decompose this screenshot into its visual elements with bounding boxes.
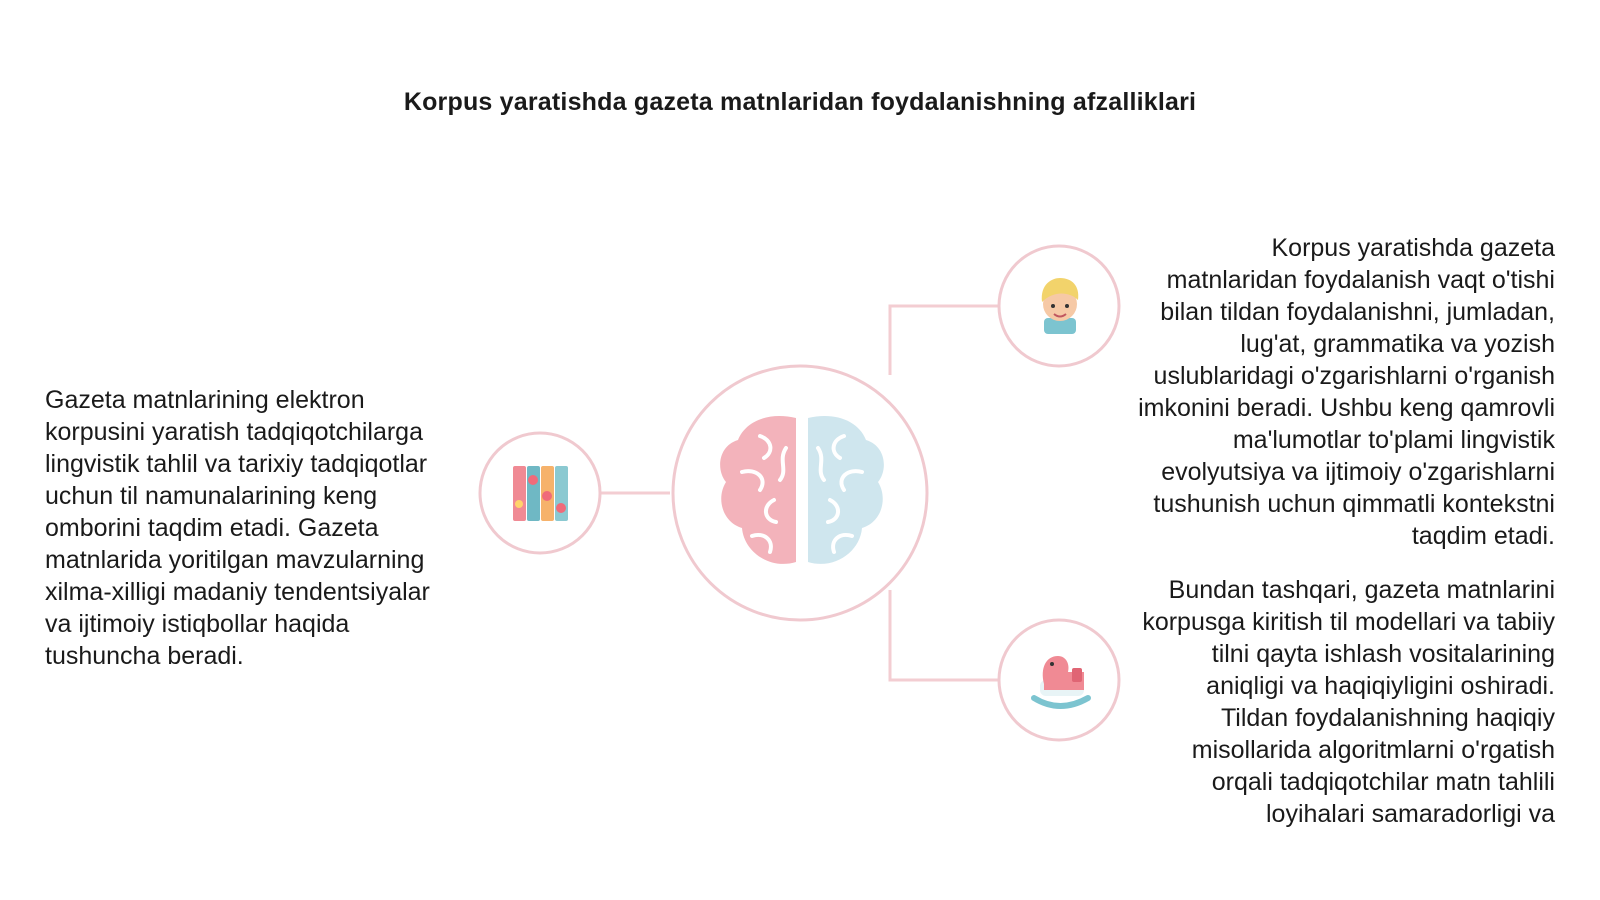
page-title: Korpus yaratishda gazeta matnlaridan foydalanishning afzalliklari (403, 88, 1197, 116)
node-bottom-right-text: Bundan tashqari, gazeta matnlarini korpusga kiritish til modellari va tabiiy tilni qayta ishlash vositalarining aniqligi va haqiqiyligini oshiradi. Tildan foydalanishning haqiqiy misollarida algoritmlarni o'rgatish orqali tadqiqotchilar matn tahlili loyihalari samaradorligi va (1142, 576, 1555, 828)
node-top-right (999, 246, 1119, 366)
child-face-icon (1042, 278, 1079, 334)
node-bottom-right (999, 620, 1119, 740)
node-left-text: Gazeta matnlarining elektron korpusini yaratish tadqiqotchilarga lingvistik tahlil va tarixiy tadqiqotlar uchun til namunalarining keng omborini taqdim etadi. Gazeta matnlarida yoritilgan mavzularning xilma-xilligi madaniy tendentsiyalar va ijtimoiy istiqbollar haqida tushuncha beradi. (45, 386, 430, 670)
center-node (673, 366, 927, 620)
node-top-right-text: Korpus yaratishda gazeta matnlaridan foydalanish vaqt o'tishi bilan tildan foydalanishni, jumladan, lug'at, grammatika va yozish uslublaridagi o'zgarishlarni o'rganish imkonini beradi. Ushbu keng qamrovli ma'lumotlar to'plami lingvistik evolyutsiya va ijtimoiy o'zgarishlarni tushunish uchun qimmatli kontekstni taqdim etadi. (1138, 234, 1555, 550)
node-left (480, 433, 600, 553)
